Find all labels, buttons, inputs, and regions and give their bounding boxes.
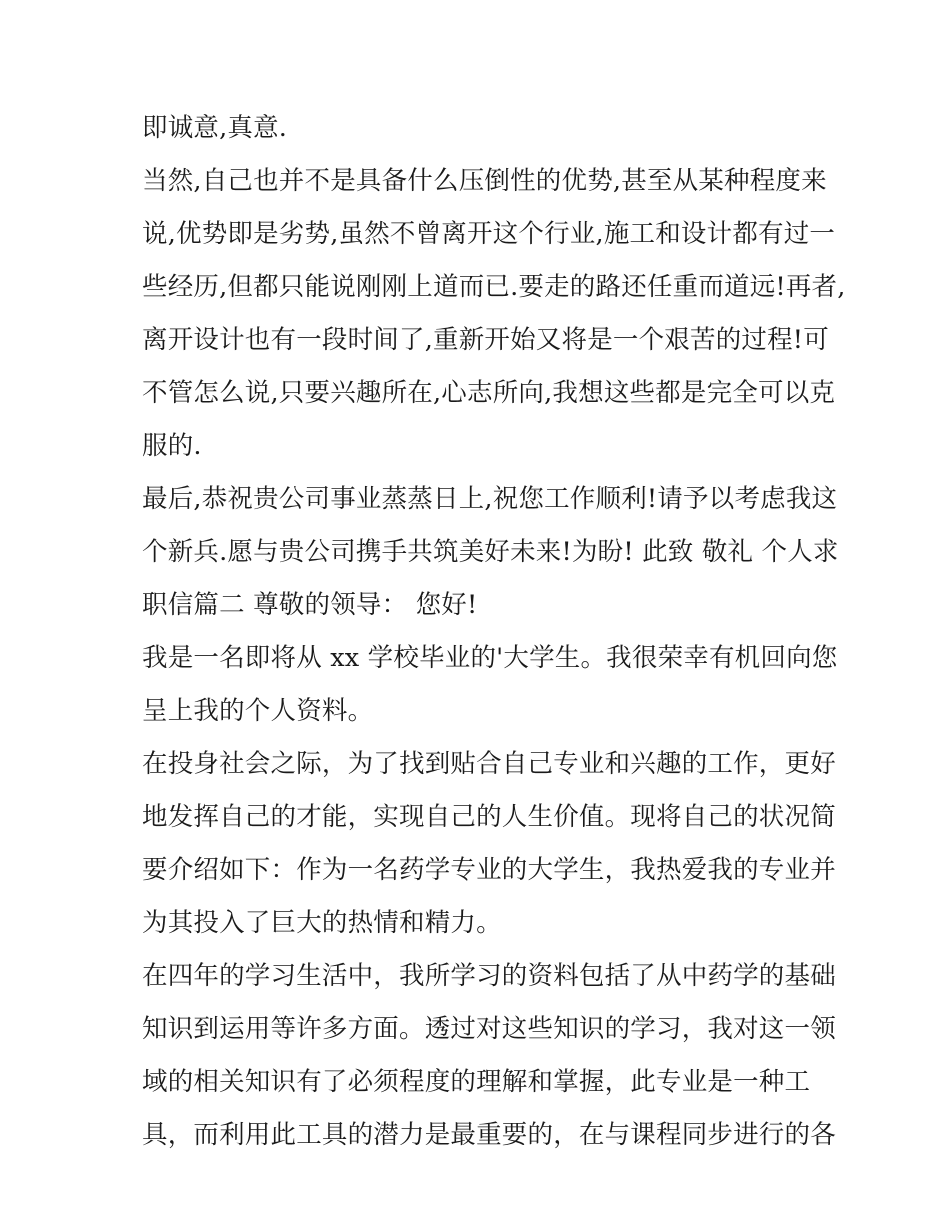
text-line: 为其投入了巨大的热情和精力。: [142, 908, 502, 938]
text-line: 呈上我的个人资料。: [142, 696, 374, 726]
text-line: 在投身社会之际，为了找到贴合自己专业和兴趣的工作，更好: [142, 749, 836, 779]
text-line: 要介绍如下：作为一名药学专业的大学生，我热爱我的专业并: [142, 855, 836, 885]
text-line: 不管怎么说,只要兴趣所在,心志所向,我想这些都是完全可以克: [142, 378, 836, 408]
text-line: 离开设计也有一段时间了,重新开始又将是一个艰苦的过程!可: [142, 325, 829, 355]
text-line: 职信篇二 尊敬的领导： 您好!: [142, 590, 478, 620]
text-line: 服的.: [142, 431, 202, 461]
text-line: 当然,自己也并不是具备什么压倒性的优势,甚至从某种程度来: [142, 166, 827, 196]
text-line: 些经历,但都只能说刚刚上道而已.要走的路还任重而道远!再者,: [142, 272, 846, 302]
text-line: 具，而利用此工具的潜力是最重要的，在与课程同步进行的各: [142, 1120, 836, 1150]
text-line: 知识到运用等许多方面。透过对这些知识的学习，我对这一领: [142, 1014, 836, 1044]
text-line: 地发挥自己的才能，实现自己的人生价值。现将自己的状况简: [142, 802, 836, 832]
text-line: 即诚意,真意.: [142, 113, 288, 143]
text-line: 域的相关知识有了必须程度的理解和掌握，此专业是一种工: [142, 1067, 811, 1097]
text-line: 个新兵.愿与贵公司携手共筑美好未来!为盼! 此致 敬礼 个人求: [142, 537, 839, 567]
text-line: 最后,恭祝贵公司事业蒸蒸日上,祝您工作顺利!请予以考虑我这: [142, 484, 838, 514]
text-line: 我是一名即将从 xx 学校毕业的'大学生。我很荣幸有机回向您: [142, 643, 838, 673]
text-line: 在四年的学习生活中，我所学习的资料包括了从中药学的基础: [142, 961, 836, 991]
text-line: 说,优势即是劣势,虽然不曾离开这个行业,施工和设计都有过一: [142, 219, 836, 249]
